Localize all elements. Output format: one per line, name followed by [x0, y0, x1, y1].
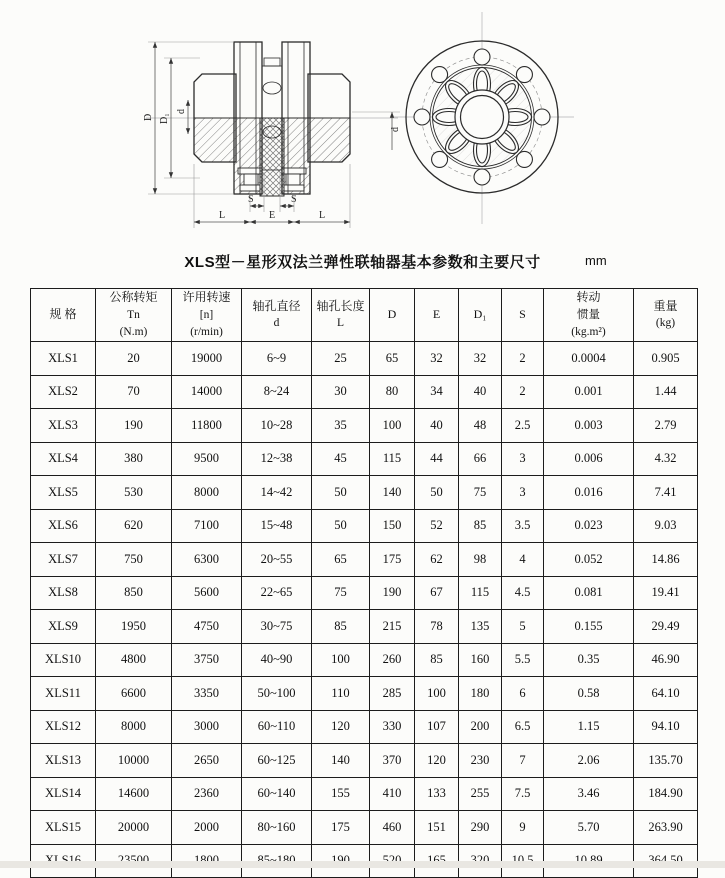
parameters-table [30, 288, 698, 878]
value-cell: 60~140 [242, 777, 312, 811]
dim-label-d-right: d [390, 127, 401, 132]
table-row [31, 677, 698, 711]
spec-cell: XLS8 [31, 576, 96, 610]
column-header: 轴孔长度 L [312, 289, 370, 342]
table-row [31, 576, 698, 610]
value-cell: 98 [459, 543, 502, 577]
value-cell: 155 [312, 777, 370, 811]
value-cell: 290 [459, 811, 502, 845]
value-cell: 20 [96, 342, 172, 376]
value-cell: 35 [312, 409, 370, 443]
value-cell: 1950 [96, 610, 172, 644]
value-cell: 175 [312, 811, 370, 845]
page-title: XLS型－星形双法兰弹性联轴器基本参数和主要尺寸 [184, 254, 541, 271]
column-header: 重量 (kg) [634, 289, 698, 342]
spec-cell: XLS14 [31, 777, 96, 811]
table-row [31, 710, 698, 744]
table-row [31, 442, 698, 476]
value-cell: 20000 [96, 811, 172, 845]
dim-label-L-left: L [219, 210, 226, 221]
value-cell: 11800 [172, 409, 242, 443]
value-cell: 40 [415, 409, 459, 443]
value-cell: 14~42 [242, 476, 312, 510]
column-header: 公称转矩 Tn (N.m) [96, 289, 172, 342]
value-cell: 200 [459, 710, 502, 744]
spec-cell: XLS4 [31, 442, 96, 476]
value-cell: 19.41 [634, 576, 698, 610]
value-cell: 0.0004 [544, 342, 634, 376]
value-cell: 50 [312, 476, 370, 510]
value-cell: 285 [370, 677, 415, 711]
value-cell: 32 [459, 342, 502, 376]
spec-cell: XLS11 [31, 677, 96, 711]
dim-label-S-right: S [291, 194, 297, 205]
spec-cell: XLS5 [31, 476, 96, 510]
value-cell: 7.41 [634, 476, 698, 510]
value-cell: 15~48 [242, 509, 312, 543]
value-cell: 9500 [172, 442, 242, 476]
dim-label-D: D [143, 113, 154, 121]
value-cell: 184.90 [634, 777, 698, 811]
value-cell: 0.052 [544, 543, 634, 577]
table-row [31, 610, 698, 644]
column-header: D [370, 289, 415, 342]
value-cell: 25 [312, 342, 370, 376]
value-cell: 46.90 [634, 643, 698, 677]
value-cell: 0.905 [634, 342, 698, 376]
value-cell: 5.5 [502, 643, 544, 677]
value-cell: 215 [370, 610, 415, 644]
value-cell: 29.49 [634, 610, 698, 644]
column-header: 轴孔直径 d [242, 289, 312, 342]
spec-cell: XLS2 [31, 375, 96, 409]
value-cell: 180 [459, 677, 502, 711]
value-cell: 120 [312, 710, 370, 744]
value-cell: 12~38 [242, 442, 312, 476]
value-cell: 80~160 [242, 811, 312, 845]
value-cell: 5 [502, 610, 544, 644]
dim-label-L-right: L [319, 210, 326, 221]
table-row [31, 409, 698, 443]
dim-label-d-left: d [176, 109, 187, 114]
value-cell: 14600 [96, 777, 172, 811]
column-header: 转动 惯量 (kg.m²) [544, 289, 634, 342]
value-cell: 1.44 [634, 375, 698, 409]
value-cell: 2.06 [544, 744, 634, 778]
value-cell: 50~100 [242, 677, 312, 711]
value-cell: 65 [312, 543, 370, 577]
value-cell: 32 [415, 342, 459, 376]
value-cell: 190 [96, 409, 172, 443]
value-cell: 0.155 [544, 610, 634, 644]
value-cell: 5.70 [544, 811, 634, 845]
value-cell: 78 [415, 610, 459, 644]
dim-label-S-left: S [248, 194, 254, 205]
value-cell: 10000 [96, 744, 172, 778]
value-cell: 48 [459, 409, 502, 443]
value-cell: 175 [370, 543, 415, 577]
value-cell: 40 [459, 375, 502, 409]
value-cell: 66 [459, 442, 502, 476]
value-cell: 2.79 [634, 409, 698, 443]
spec-cell: XLS13 [31, 744, 96, 778]
spec-cell: XLS15 [31, 811, 96, 845]
value-cell: 150 [370, 509, 415, 543]
value-cell: 151 [415, 811, 459, 845]
table-row [31, 643, 698, 677]
value-cell: 40~90 [242, 643, 312, 677]
value-cell: 0.001 [544, 375, 634, 409]
value-cell: 100 [370, 409, 415, 443]
value-cell: 135 [459, 610, 502, 644]
value-cell: 100 [415, 677, 459, 711]
value-cell: 52 [415, 509, 459, 543]
spec-cell: XLS7 [31, 543, 96, 577]
value-cell: 7100 [172, 509, 242, 543]
value-cell: 34 [415, 375, 459, 409]
spec-cell: XLS10 [31, 643, 96, 677]
value-cell: 30~75 [242, 610, 312, 644]
value-cell: 9.03 [634, 509, 698, 543]
value-cell: 30 [312, 375, 370, 409]
value-cell: 6~9 [242, 342, 312, 376]
value-cell: 330 [370, 710, 415, 744]
value-cell: 14000 [172, 375, 242, 409]
value-cell: 120 [415, 744, 459, 778]
value-cell: 14.86 [634, 543, 698, 577]
value-cell: 0.081 [544, 576, 634, 610]
value-cell: 4.32 [634, 442, 698, 476]
value-cell: 530 [96, 476, 172, 510]
table-head-row [31, 289, 698, 342]
value-cell: 140 [312, 744, 370, 778]
value-cell: 100 [312, 643, 370, 677]
value-cell: 20~55 [242, 543, 312, 577]
value-cell: 5600 [172, 576, 242, 610]
value-cell: 85 [415, 643, 459, 677]
value-cell: 230 [459, 744, 502, 778]
value-cell: 160 [459, 643, 502, 677]
value-cell: 2 [502, 342, 544, 376]
column-header: E [415, 289, 459, 342]
table-row [31, 744, 698, 778]
value-cell: 94.10 [634, 710, 698, 744]
value-cell: 370 [370, 744, 415, 778]
value-cell: 70 [96, 375, 172, 409]
value-cell: 6600 [96, 677, 172, 711]
value-cell: 8000 [96, 710, 172, 744]
value-cell: 2.5 [502, 409, 544, 443]
value-cell: 3 [502, 442, 544, 476]
value-cell: 4800 [96, 643, 172, 677]
value-cell: 44 [415, 442, 459, 476]
table-row [31, 811, 698, 845]
value-cell: 620 [96, 509, 172, 543]
value-cell: 3000 [172, 710, 242, 744]
value-cell: 410 [370, 777, 415, 811]
value-cell: 6300 [172, 543, 242, 577]
spec-cell: XLS6 [31, 509, 96, 543]
value-cell: 7.5 [502, 777, 544, 811]
column-header: S [502, 289, 544, 342]
value-cell: 263.90 [634, 811, 698, 845]
value-cell: 460 [370, 811, 415, 845]
title-row [0, 251, 725, 273]
spec-cell: XLS1 [31, 342, 96, 376]
value-cell: 3.46 [544, 777, 634, 811]
value-cell: 50 [312, 509, 370, 543]
spec-cell: XLS9 [31, 610, 96, 644]
table-row [31, 476, 698, 510]
table-row [31, 375, 698, 409]
value-cell: 4750 [172, 610, 242, 644]
value-cell: 135.70 [634, 744, 698, 778]
spec-cell: XLS12 [31, 710, 96, 744]
value-cell: 140 [370, 476, 415, 510]
value-cell: 85 [459, 509, 502, 543]
value-cell: 4.5 [502, 576, 544, 610]
table-row [31, 342, 698, 376]
value-cell: 0.016 [544, 476, 634, 510]
value-cell: 75 [459, 476, 502, 510]
value-cell: 19000 [172, 342, 242, 376]
value-cell: 85 [312, 610, 370, 644]
value-cell: 2360 [172, 777, 242, 811]
value-cell: 0.003 [544, 409, 634, 443]
value-cell: 255 [459, 777, 502, 811]
page-bottom-edge [0, 861, 725, 868]
value-cell: 115 [370, 442, 415, 476]
value-cell: 0.023 [544, 509, 634, 543]
table-row [31, 777, 698, 811]
value-cell: 190 [370, 576, 415, 610]
value-cell: 260 [370, 643, 415, 677]
value-cell: 750 [96, 543, 172, 577]
value-cell: 10~28 [242, 409, 312, 443]
value-cell: 3750 [172, 643, 242, 677]
value-cell: 22~65 [242, 576, 312, 610]
value-cell: 62 [415, 543, 459, 577]
value-cell: 115 [459, 576, 502, 610]
value-cell: 75 [312, 576, 370, 610]
value-cell: 0.006 [544, 442, 634, 476]
coupling-drawing [0, 0, 725, 248]
value-cell: 850 [96, 576, 172, 610]
table-row [31, 543, 698, 577]
value-cell: 3 [502, 476, 544, 510]
column-header: 规 格 [31, 289, 96, 342]
value-cell: 107 [415, 710, 459, 744]
value-cell: 0.35 [544, 643, 634, 677]
column-header: 许用转速 [n] (r/min) [172, 289, 242, 342]
value-cell: 60~110 [242, 710, 312, 744]
value-cell: 4 [502, 543, 544, 577]
value-cell: 8~24 [242, 375, 312, 409]
value-cell: 2000 [172, 811, 242, 845]
unit-label: mm [585, 253, 607, 268]
value-cell: 50 [415, 476, 459, 510]
spec-cell: XLS3 [31, 409, 96, 443]
value-cell: 60~125 [242, 744, 312, 778]
value-cell: 6 [502, 677, 544, 711]
value-cell: 45 [312, 442, 370, 476]
value-cell: 3.5 [502, 509, 544, 543]
value-cell: 1.15 [544, 710, 634, 744]
value-cell: 133 [415, 777, 459, 811]
value-cell: 80 [370, 375, 415, 409]
value-cell: 110 [312, 677, 370, 711]
value-cell: 8000 [172, 476, 242, 510]
value-cell: 2 [502, 375, 544, 409]
front-view-drawing [394, 12, 574, 224]
column-header: D₁ [459, 289, 502, 342]
value-cell: 380 [96, 442, 172, 476]
value-cell: 7 [502, 744, 544, 778]
value-cell: 0.58 [544, 677, 634, 711]
table-body [31, 342, 698, 878]
technical-drawing [0, 0, 725, 248]
value-cell: 9 [502, 811, 544, 845]
value-cell: 6.5 [502, 710, 544, 744]
dim-label-E: E [269, 210, 276, 221]
table-row [31, 509, 698, 543]
value-cell: 64.10 [634, 677, 698, 711]
value-cell: 2650 [172, 744, 242, 778]
value-cell: 65 [370, 342, 415, 376]
value-cell: 67 [415, 576, 459, 610]
section-view-drawing [143, 42, 401, 228]
value-cell: 3350 [172, 677, 242, 711]
dim-label-D1: D₁ [159, 113, 170, 124]
